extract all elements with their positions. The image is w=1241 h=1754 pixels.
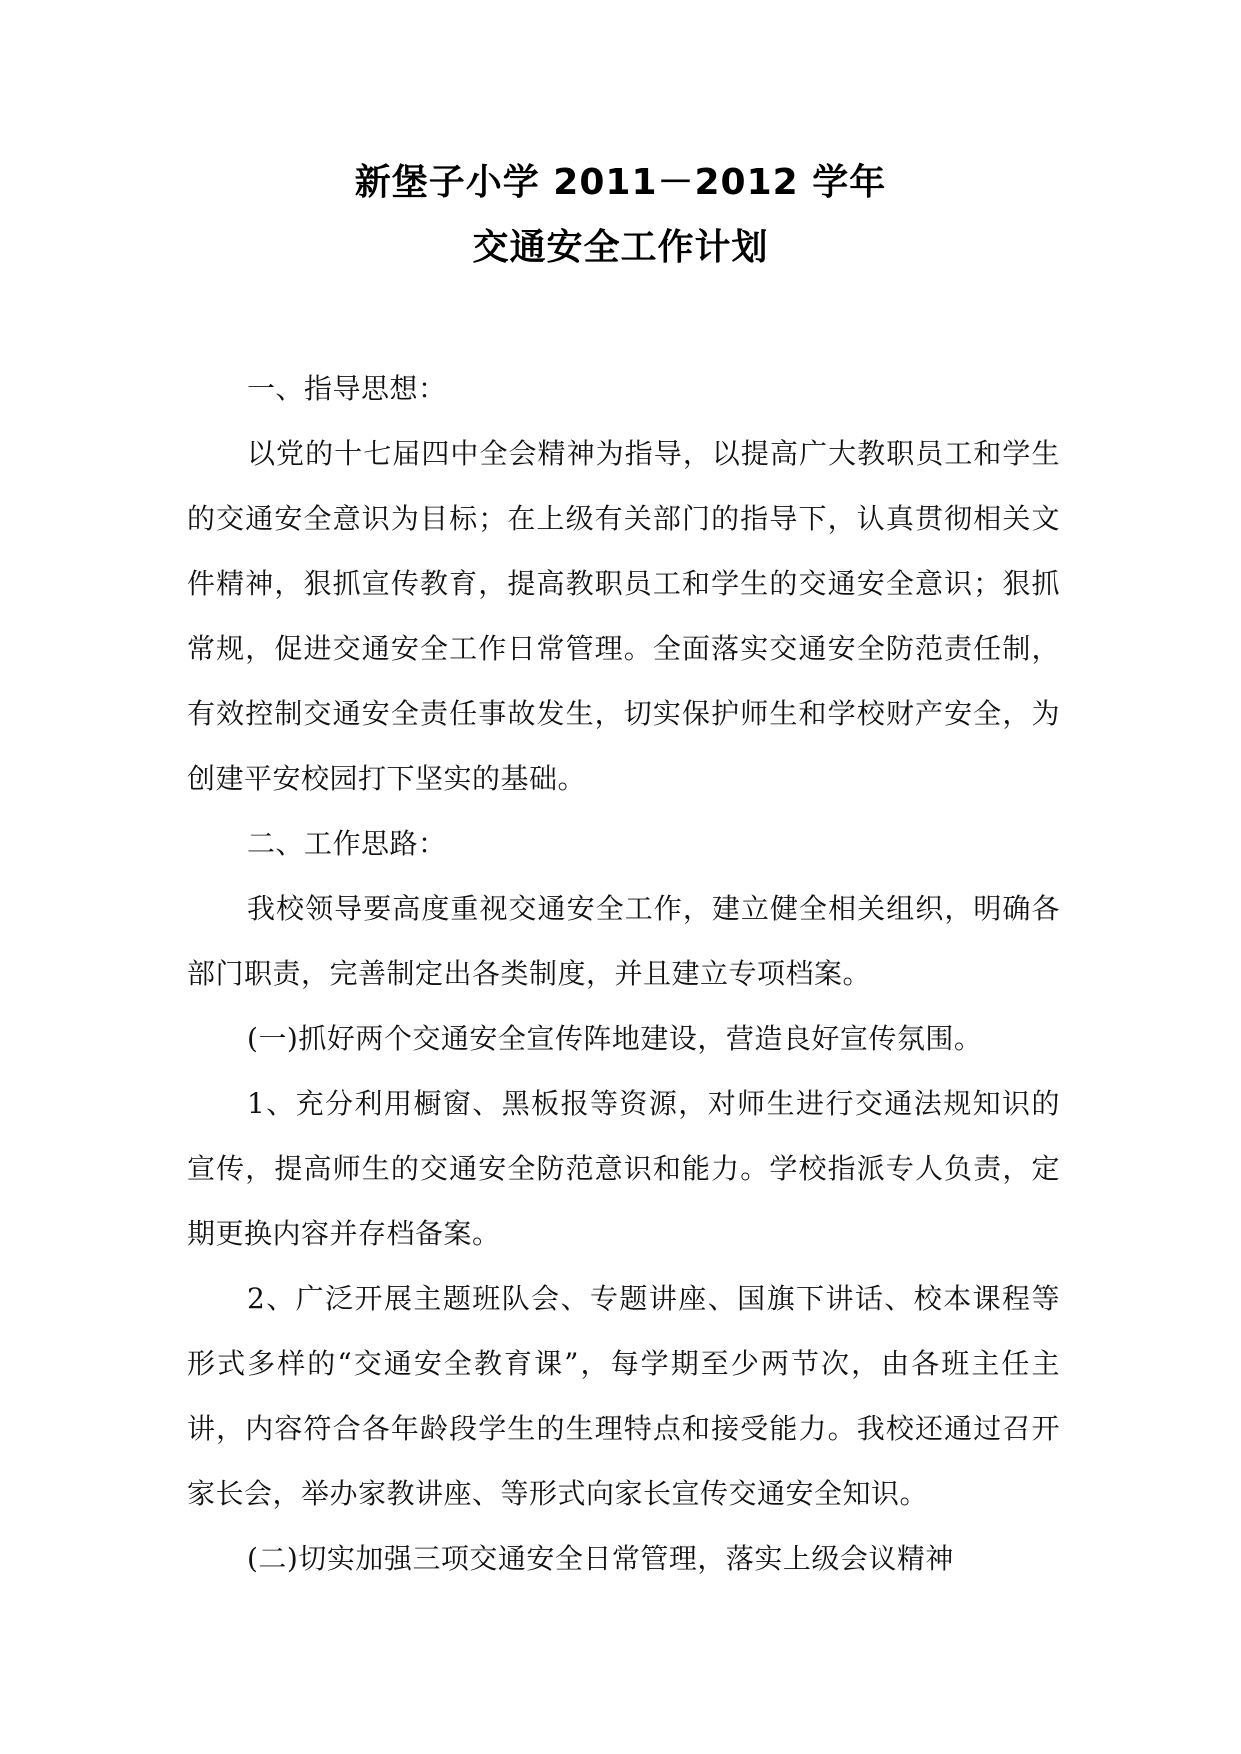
document-title-line-1: 新堡子小学 2011－2012 学年 — [354, 162, 887, 203]
list-item-2: 2、广泛开展主题班队会、专题讲座、国旗下讲话、校本课程等形式多样的“交通安全教育课”，每学期至少两节次，由各班主任主讲，内容符合各年龄段学生的生理特点和接受能力。我校还通过召开家长会，举办家教讲座、等形式向家长宣传交通安全知识。 — [187, 1282, 1060, 1510]
subsection-heading-publicity: (一)抓好两个交通安全宣传阵地建设，营造良好宣传氛围。 — [247, 1022, 983, 1055]
paragraph-work-approach: 我校领导要高度重视交通安全工作，建立健全相关组织，明确各部门职责，完善制定出各类制度，并且建立专项档案。 — [187, 892, 1060, 990]
paragraph-guiding-ideology: 以党的十七届四中全会精神为指导，以提高广大教职员工和学生的交通安全意识为目标；在上级有关部门的指导下，认真贯彻相关文件精神，狠抓宣传教育，提高教职员工和学生的交通安全意识；狠抓常规，促进交通安全工作日常管理。全面落实交通安全防范责任制，有效控制交通安全责任事故发生，切实保护师生和学校财产安全，为创建平安校园打下坚实的基础。 — [187, 437, 1060, 795]
subsection-heading-daily-management: (二)切实加强三项交通安全日常管理，落实上级会议精神 — [247, 1542, 954, 1575]
document-title-line-2: 交通安全工作计划 — [472, 227, 769, 268]
section-heading-guiding-ideology: 一、指导思想： — [247, 372, 447, 405]
list-item-1: 1、充分利用橱窗、黑板报等资源，对师生进行交通法规知识的宣传，提高师生的交通安全防范意识和能力。学校指派专人负责，定期更换内容并存档备案。 — [187, 1087, 1060, 1250]
section-heading-work-approach: 二、工作思路： — [247, 827, 447, 860]
document-body — [187, 356, 1060, 1591]
